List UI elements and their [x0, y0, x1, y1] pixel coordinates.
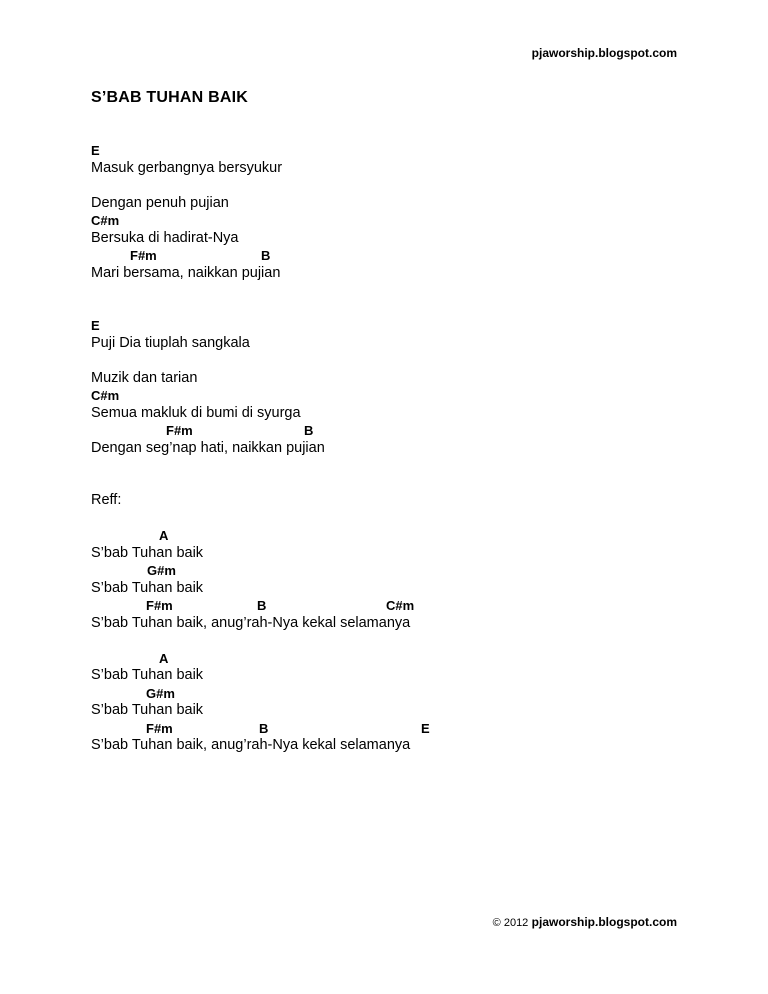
chord-line [91, 527, 691, 545]
lyric-line: Bersuka di hadirat-Nya [91, 229, 239, 246]
chord-line [91, 422, 691, 440]
song-body [91, 142, 691, 755]
chord-line [91, 685, 691, 703]
chord: G#m [146, 685, 175, 701]
chord: B [257, 598, 267, 613]
lyric-line: S’bab Tuhan baik [91, 544, 204, 561]
lyric-line: Puji Dia tiuplah sangkala [91, 334, 250, 351]
lyric-line: Mari bersama, naikkan pujian [91, 264, 281, 281]
chord: B [304, 423, 314, 438]
footer [493, 915, 677, 929]
lyric-line: Dengan penuh pujian [91, 194, 229, 211]
lyric-line: S’bab Tuhan baik, anug’rah-Nya kekal selamanya [91, 614, 411, 631]
footer-copyright: © 2012 [492, 917, 529, 929]
lyric-line: S’bab Tuhan baik [91, 579, 204, 596]
chord: B [259, 720, 269, 736]
lyric-line: Masuk gerbangnya bersyukur [91, 159, 283, 176]
chord: C#m [91, 388, 120, 403]
chord: G#m [147, 563, 176, 578]
footer-site-url: pjaworship.blogspot.com [531, 915, 677, 929]
lyric-line: Semua makluk di bumi di syurga [91, 404, 301, 421]
chord: E [421, 720, 430, 736]
chord: F#m [146, 720, 173, 736]
chord: F#m [146, 598, 173, 613]
lyric-line: S’bab Tuhan baik [91, 702, 204, 718]
chord: A [159, 528, 169, 543]
chord: E [91, 143, 100, 158]
chord-line [91, 650, 691, 668]
lyric-line: Dengan seg’nap hati, naikkan pujian [91, 439, 325, 456]
chord: E [91, 318, 100, 333]
song-title: S’BAB TUHAN BAIK [91, 89, 248, 106]
chord: C#m [91, 213, 120, 228]
chord-line [91, 317, 691, 335]
lyric-line: Muzik dan tarian [91, 369, 198, 386]
header-site-url: pjaworship.blogspot.com [531, 46, 677, 60]
reff-label: Reff: [91, 492, 122, 508]
chord-line [91, 387, 691, 405]
chord: A [159, 650, 169, 666]
chord-line [91, 562, 691, 580]
chord: F#m [166, 423, 193, 438]
lyric-line: S’bab Tuhan baik [91, 667, 204, 683]
chord-line [91, 142, 691, 160]
chord-line [91, 597, 691, 615]
chord-line [91, 720, 691, 738]
lyric-line: S’bab Tuhan baik, anug’rah-Nya kekal selamanya [91, 737, 411, 753]
chord: F#m [130, 248, 157, 263]
chord-line [91, 247, 691, 265]
chord-line [91, 212, 691, 230]
chord: C#m [386, 598, 415, 613]
chord: B [261, 248, 271, 263]
